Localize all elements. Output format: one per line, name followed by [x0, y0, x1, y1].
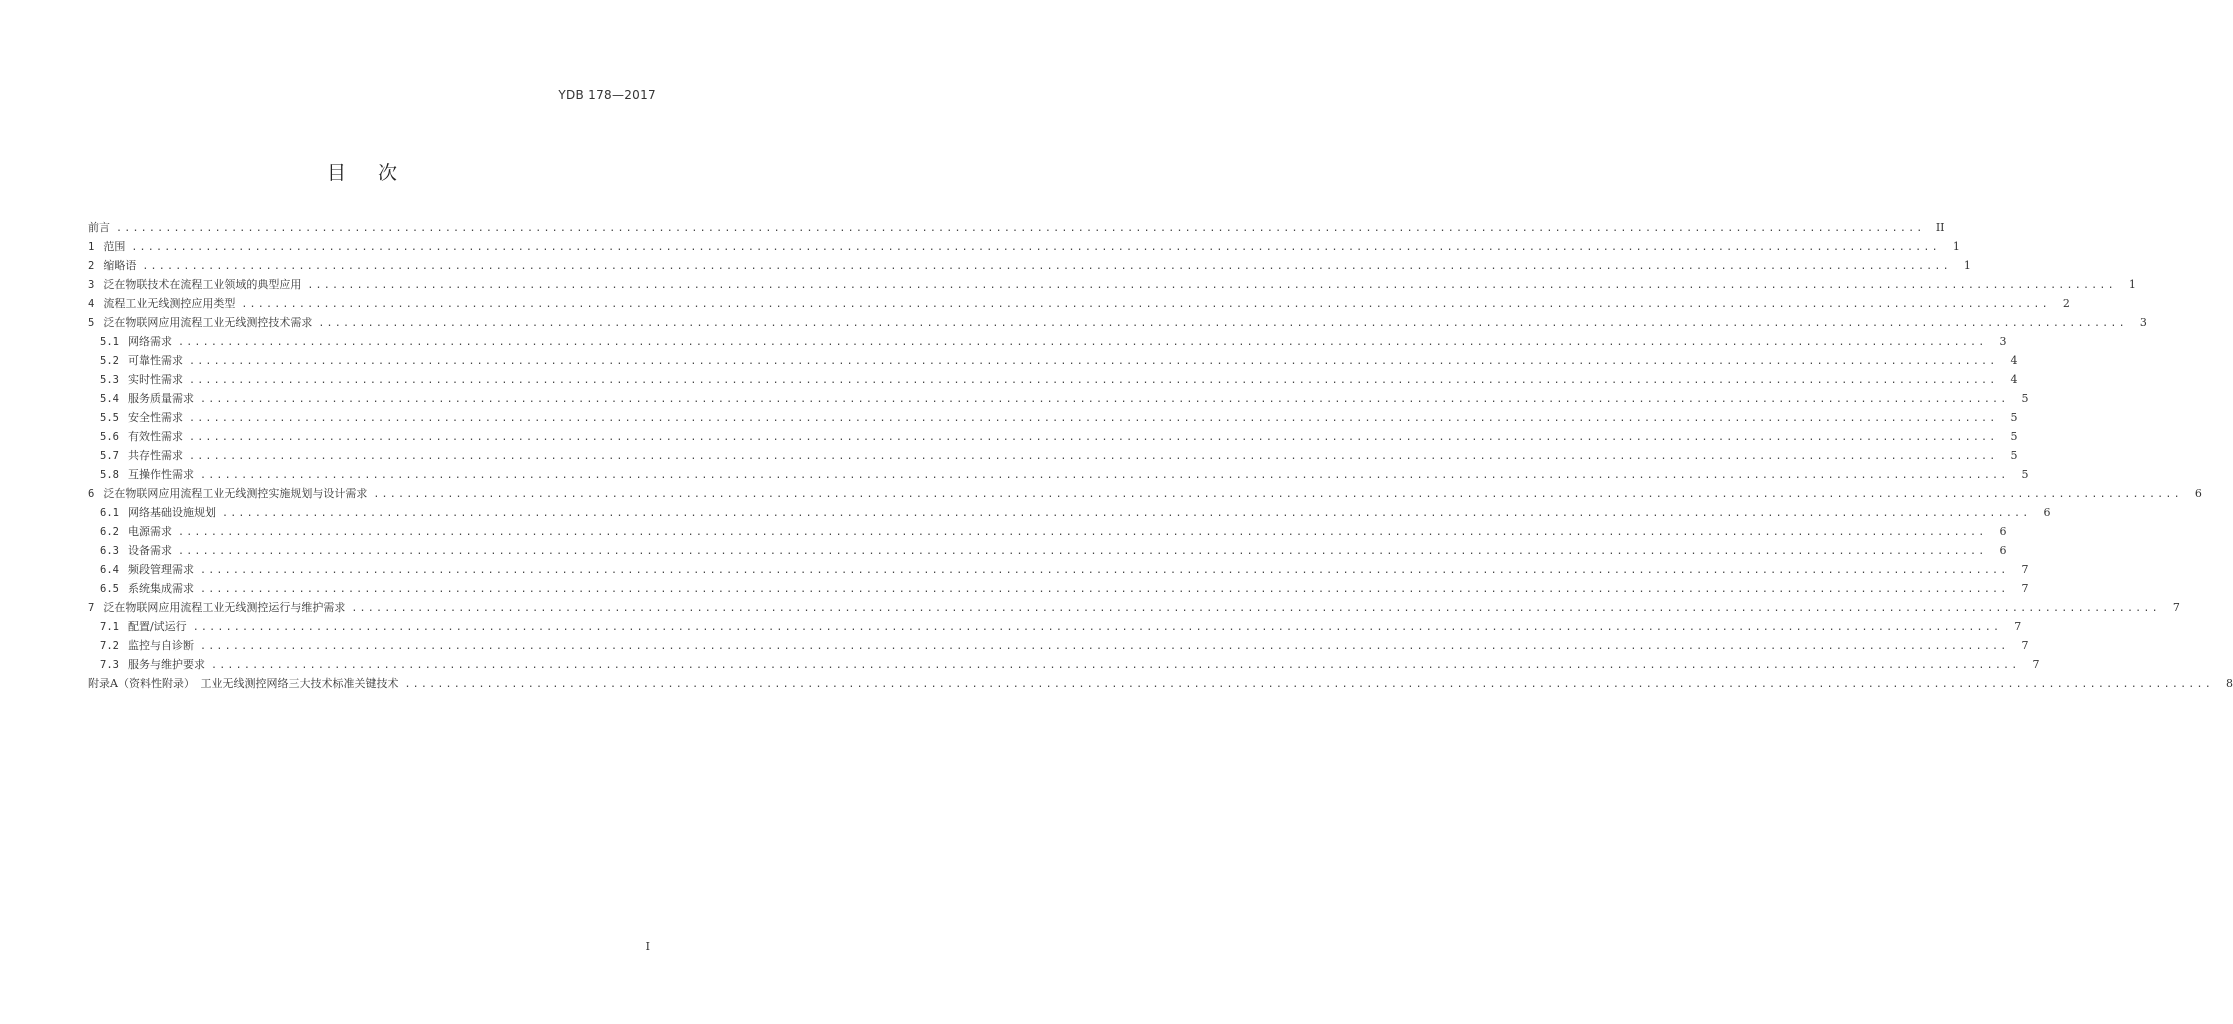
toc-entry-number: 7.3 — [100, 659, 119, 671]
toc-entry-title: 实时性需求 — [127, 373, 183, 386]
toc-entry-title: 范围 — [103, 240, 126, 253]
toc-entry-page: 3 — [2139, 316, 2147, 329]
toc-entry-page: 7 — [2021, 582, 2029, 595]
toc-entry-page: 1 — [1952, 240, 1960, 253]
toc-entry-title: 共存性需求 — [127, 449, 183, 462]
toc-entry-number: 5.6 — [100, 431, 119, 443]
toc-leader-dots: ............................................................................................................................................................................................................................ — [210, 660, 2020, 671]
toc-leader-dots: ............................................................................................................................................................................................................................ — [188, 413, 1998, 424]
toc-entry-number: 1 — [88, 241, 95, 253]
toc-entry[interactable] — [88, 313, 2147, 332]
toc-leader-dots: ............................................................................................................................................................................................................................ — [318, 318, 2127, 329]
toc-entry-title: 网络需求 — [127, 335, 172, 348]
toc-entry-title: 互操作性需求 — [127, 468, 194, 481]
toc-leader-dots: ............................................................................................................................................................................................................................ — [351, 603, 2160, 614]
toc-entry-page: 7 — [2172, 601, 2180, 614]
toc-entry[interactable] — [88, 655, 2040, 674]
toc-entry-title: 缩略语 — [103, 259, 137, 272]
toc-entry[interactable] — [88, 427, 2018, 446]
toc-entry[interactable] — [88, 674, 2233, 693]
toc-entry[interactable] — [88, 389, 2029, 408]
toc-leader-dots: ............................................................................................................................................................................................................................ — [241, 299, 2050, 310]
toc-entry[interactable] — [88, 541, 2007, 560]
toc-entry-page: 1 — [2128, 278, 2136, 291]
toc-entry-page: 6 — [2194, 487, 2202, 500]
toc-entry-title: 流程工业无线测控应用类型 — [103, 297, 236, 310]
toc-entry[interactable] — [88, 484, 2202, 503]
toc-entry-page: 7 — [2021, 639, 2029, 652]
toc-entry-title: 前言 — [88, 221, 110, 234]
toc-entry-number: 6.2 — [100, 526, 119, 538]
toc-entry[interactable] — [88, 275, 2136, 294]
toc-entry-page: 6 — [2043, 506, 2051, 519]
toc-entry[interactable] — [88, 617, 2022, 636]
toc-entry-page: 5 — [2021, 468, 2029, 481]
toc-entry-title: 服务与维护要求 — [127, 658, 205, 671]
table-of-contents — [88, 218, 2233, 693]
toc-entry-page: 4 — [2010, 354, 2018, 367]
toc-entry-page: 6 — [1999, 544, 2007, 557]
toc-entry-page: 5 — [2021, 392, 2029, 405]
toc-entry-number: 6.4 — [100, 564, 119, 576]
toc-entry-number: 5.5 — [100, 412, 119, 424]
toc-entry[interactable] — [88, 446, 2018, 465]
toc-entry-number: 6.1 — [100, 507, 119, 519]
toc-entry-page: 7 — [2014, 620, 2022, 633]
toc-leader-dots: ............................................................................................................................................................................................................................ — [373, 489, 2182, 500]
toc-entry-title: 频段管理需求 — [127, 563, 194, 576]
toc-leader-dots: ............................................................................................................................................................................................................................ — [192, 622, 2002, 633]
toc-entry[interactable] — [88, 465, 2029, 484]
toc-entry-number: 7 — [88, 602, 95, 614]
toc-entry-page: 4 — [2010, 373, 2018, 386]
toc-entry-page: 1 — [1963, 259, 1971, 272]
toc-leader-dots: ............................................................................................................................................................................................................................ — [177, 546, 1987, 557]
toc-leader-dots: ............................................................................................................................................................................................................................ — [142, 261, 1951, 272]
toc-entry[interactable] — [88, 218, 1945, 237]
toc-leader-dots: ............................................................................................................................................................................................................................ — [177, 337, 1987, 348]
toc-leader-dots: ............................................................................................................................................................................................................................ — [199, 584, 2009, 595]
toc-entry-page: 5 — [2010, 449, 2018, 462]
toc-entry-title: 有效性需求 — [127, 430, 183, 443]
toc-entry-number: 5.4 — [100, 393, 119, 405]
toc-entry-title: 泛在物联网应用流程工业无线测控技术需求 — [103, 316, 313, 329]
toc-leader-dots: ............................................................................................................................................................................................................................ — [188, 451, 1998, 462]
toc-entry-title: 配置/试运行 — [127, 620, 187, 633]
toc-entry[interactable] — [88, 579, 2029, 598]
toc-entry-title: 网络基础设施规划 — [127, 506, 216, 519]
toc-leader-dots: ............................................................................................................................................................................................................................ — [199, 565, 2009, 576]
toc-entry-title: 设备需求 — [127, 544, 172, 557]
toc-entry[interactable] — [88, 408, 2018, 427]
document-code: YDB 178—2017 — [558, 88, 656, 102]
page-title: 目次 — [326, 162, 429, 184]
toc-leader-dots: ............................................................................................................................................................................................................................ — [307, 280, 2116, 291]
toc-entry-title: 泛在物联网应用流程工业无线测控运行与维护需求 — [103, 601, 346, 614]
toc-leader-dots: ............................................................................................................................................................................................................................ — [116, 223, 1925, 234]
page-number: I — [645, 940, 650, 953]
toc-entry[interactable] — [88, 351, 2018, 370]
toc-entry[interactable] — [88, 370, 2018, 389]
toc-leader-dots: ............................................................................................................................................................................................................................ — [131, 242, 1940, 253]
toc-entry-title: 泛在物联网应用流程工业无线测控实施规划与设计需求 — [103, 487, 368, 500]
toc-entry[interactable] — [88, 237, 1960, 256]
toc-entry-number: 7.1 — [100, 621, 119, 633]
toc-entry-title: 安全性需求 — [127, 411, 183, 424]
toc-entry-number: 5.8 — [100, 469, 119, 481]
toc-entry-title: 系统集成需求 — [127, 582, 194, 595]
toc-entry-page: 5 — [2010, 411, 2018, 424]
toc-entry-number: 7.2 — [100, 640, 119, 652]
toc-entry[interactable] — [88, 560, 2029, 579]
toc-entry[interactable] — [88, 332, 2007, 351]
toc-entry-number: 2 — [88, 260, 95, 272]
toc-entry-title: 监控与自诊断 — [127, 639, 194, 652]
toc-entry-page: 2 — [2062, 297, 2070, 310]
toc-leader-dots: ............................................................................................................................................................................................................................ — [199, 470, 2009, 481]
toc-entry[interactable] — [88, 503, 2051, 522]
toc-entry-number: 4 — [88, 298, 95, 310]
toc-leader-dots: ............................................................................................................................................................................................................................ — [188, 356, 1998, 367]
toc-entry-number: 5.7 — [100, 450, 119, 462]
toc-entry[interactable] — [88, 636, 2029, 655]
toc-leader-dots: ............................................................................................................................................................................................................................ — [188, 432, 1998, 443]
toc-entry-number: 6 — [88, 488, 95, 500]
toc-entry-page: 8 — [2225, 677, 2233, 690]
toc-entry-number: 6.3 — [100, 545, 119, 557]
toc-entry-number: 5 — [88, 317, 95, 329]
toc-entry[interactable] — [88, 598, 2180, 617]
toc-leader-dots: ............................................................................................................................................................................................................................ — [404, 679, 2213, 690]
toc-entry-title: 附录A（资料性附录） 工业无线测控网络三大技术标准关键技术 — [88, 677, 399, 690]
toc-entry-page: 7 — [2021, 563, 2029, 576]
toc-leader-dots: ............................................................................................................................................................................................................................ — [188, 375, 1998, 386]
toc-entry[interactable] — [88, 256, 1971, 275]
toc-leader-dots: ............................................................................................................................................................................................................................ — [221, 508, 2031, 519]
toc-entry-title: 服务质量需求 — [127, 392, 194, 405]
toc-entry-page: 6 — [1999, 525, 2007, 538]
toc-entry-title: 泛在物联技术在流程工业领域的典型应用 — [103, 278, 302, 291]
toc-entry-number: 5.2 — [100, 355, 119, 367]
toc-entry-number: 5.1 — [100, 336, 119, 348]
toc-entry-number: 5.3 — [100, 374, 119, 386]
toc-entry-title: 可靠性需求 — [127, 354, 183, 367]
toc-entry-page: 3 — [1999, 335, 2007, 348]
toc-entry[interactable] — [88, 294, 2070, 313]
toc-leader-dots: ............................................................................................................................................................................................................................ — [199, 394, 2009, 405]
toc-entry-page: II — [1935, 221, 1945, 234]
toc-entry-number: 3 — [88, 279, 95, 291]
toc-entry[interactable] — [88, 522, 2007, 541]
toc-leader-dots: ............................................................................................................................................................................................................................ — [177, 527, 1987, 538]
toc-entry-page: 7 — [2032, 658, 2040, 671]
toc-entry-number: 6.5 — [100, 583, 119, 595]
toc-leader-dots: ............................................................................................................................................................................................................................ — [199, 641, 2009, 652]
toc-entry-page: 5 — [2010, 430, 2018, 443]
toc-entry-title: 电源需求 — [127, 525, 172, 538]
